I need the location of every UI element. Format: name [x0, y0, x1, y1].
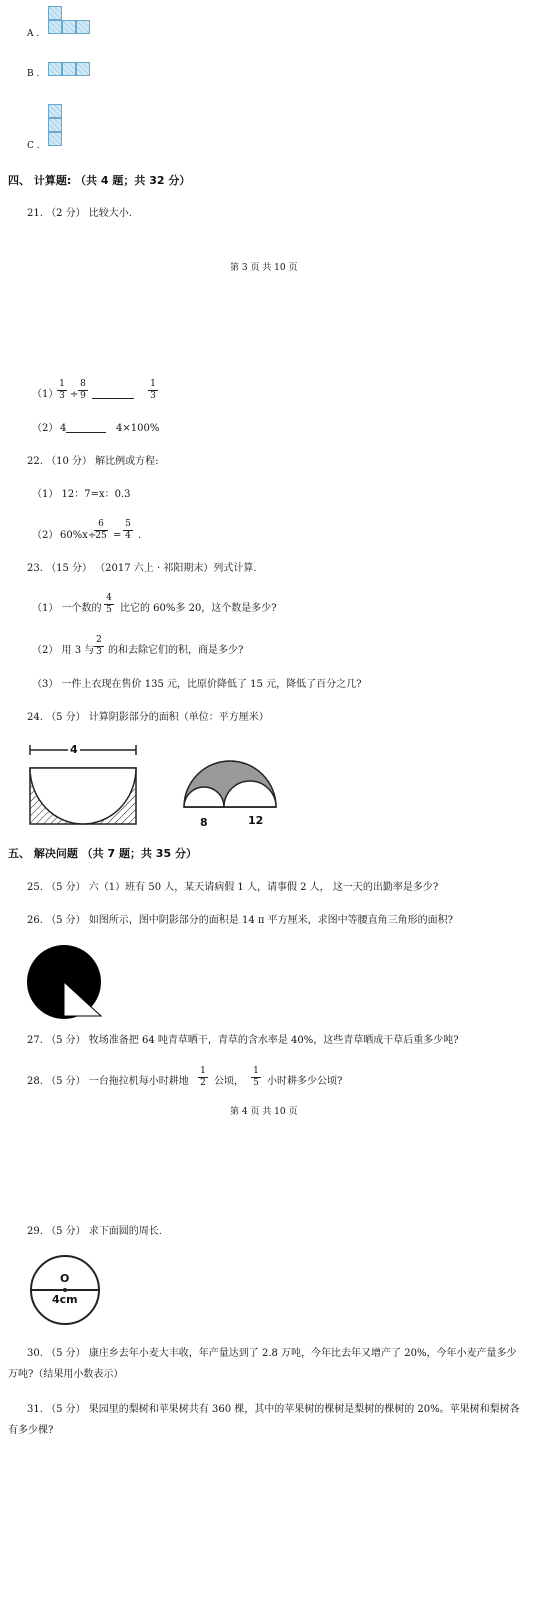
q23-part1-a: （1） 一个数的: [32, 603, 102, 614]
q29-stem: 29. （5 分） 求下面圆的周长.: [27, 1226, 162, 1237]
q22-stem: 22. （10 分） 解比例或方程:: [27, 456, 159, 467]
q21-part2-left: 4: [60, 423, 67, 434]
q21-answer-blank-2[interactable]: [66, 424, 106, 433]
q21-operator: ÷: [70, 389, 79, 400]
q28-stem-b: 公顷，: [214, 1076, 244, 1087]
q21-fraction-3: $\frac{1}{3}$: [148, 380, 158, 401]
q26-stem: 26. （5 分） 如图所示，图中阴影部分的面积是 14 π 平方厘米，求图中等腰直角三角形的面积?: [27, 915, 453, 926]
q25-stem: 25. （5 分） 六（1）班有 50 人，某天请病假 1 人，请事假 2 人， 这一天的出勤率是多少?: [27, 882, 439, 893]
q21-answer-blank-1[interactable]: [92, 390, 134, 399]
q21-fraction-2: $\frac{8}{9}$: [78, 380, 88, 401]
q22-dot: .: [138, 530, 142, 541]
q23-part3: （3） 一件上衣现在售价 135 元，比原价降低了 15 元，降低了百分之几?: [32, 679, 362, 690]
q21-part1-label: （1）: [32, 389, 59, 400]
q23-fraction-1: $\frac{4}{5}$: [104, 594, 114, 615]
q22-fraction-1: $\frac{6}{25}$: [95, 519, 107, 541]
page-footer-4: 第 4 页 共 10 页: [230, 1107, 298, 1117]
q21-part2-label: （2）: [32, 423, 59, 434]
option-c-label: C .: [27, 141, 40, 151]
q23-stem: 23. （15 分） （2017 六上 · 祁阳期末）列式计算.: [27, 563, 257, 574]
q30-line2: 万吨?（结果用小数表示）: [8, 1369, 124, 1380]
q21-part2-right: 4×100%: [116, 423, 160, 434]
section-5-title: 五、 解决问题 （共 7 题；共 35 分）: [8, 847, 197, 860]
section-4-title: 四、 计算题: （共 4 题；共 32 分）: [8, 174, 191, 187]
option-a-label: A .: [27, 29, 40, 39]
q30-line1: 30. （5 分） 康庄乡去年小麦大丰收，年产量达到了 2.8 万吨，今年比去年又增产了 20%，今年小麦产量多少: [27, 1348, 517, 1359]
q22-part1: （1） 12：7=x：0.3: [32, 489, 131, 500]
q28-fraction-2: $\frac{1}{5}$: [251, 1067, 261, 1088]
q28-fraction-1: $\frac{1}{2}$: [198, 1067, 208, 1088]
q31-line2: 有多少棵?: [8, 1425, 54, 1436]
q22-part2-label: （2）: [32, 530, 59, 541]
q24-figure-2-label-12: 12: [248, 814, 264, 827]
q23-part2-a: （2） 用 3 与: [32, 645, 95, 656]
page-footer-3: 第 3 页 共 10 页: [230, 263, 298, 273]
q22-fraction-2: $\frac{5}{4}$: [123, 520, 133, 541]
q24-stem: 24. （5 分） 计算阴影部分的面积（单位：平方厘米）: [27, 712, 269, 723]
q22-equals: =: [113, 530, 122, 541]
q21-fraction-1: $\frac{1}{3}$: [57, 380, 67, 401]
q23-fraction-2: $\frac{2}{3}$: [94, 636, 104, 657]
q24-figure-2-label-8: 8: [200, 816, 208, 829]
q28-stem-c: 小时耕多少公顷?: [267, 1076, 343, 1087]
q23-part2-b: 的和去除它们的积，商是多少?: [108, 645, 244, 656]
q21-stem: 21. （2 分） 比较大小.: [27, 208, 132, 219]
q22-part2-left: 60%x÷: [60, 530, 97, 541]
q23-part1-b: 比它的 60%多 20，这个数是多少?: [120, 603, 277, 614]
q31-line1: 31. （5 分） 果园里的梨树和苹果树共有 360 棵，其中的苹果树的棵树是梨树的棵树的 20%。苹果树和梨树各: [27, 1404, 520, 1415]
q27-stem: 27. （5 分） 牧场准备把 64 吨青草晒干，青草的含水率是 40%，这些青草晒成干草后重多少吨?: [27, 1035, 459, 1046]
q28-stem-a: 28. （5 分） 一台拖拉机每小时耕地: [27, 1076, 189, 1087]
option-b-label: B .: [27, 69, 40, 79]
q24-figure-1-label: 4: [70, 743, 78, 756]
q29-center-label: O: [60, 1272, 70, 1285]
q29-diameter-label: 4cm: [52, 1293, 78, 1306]
